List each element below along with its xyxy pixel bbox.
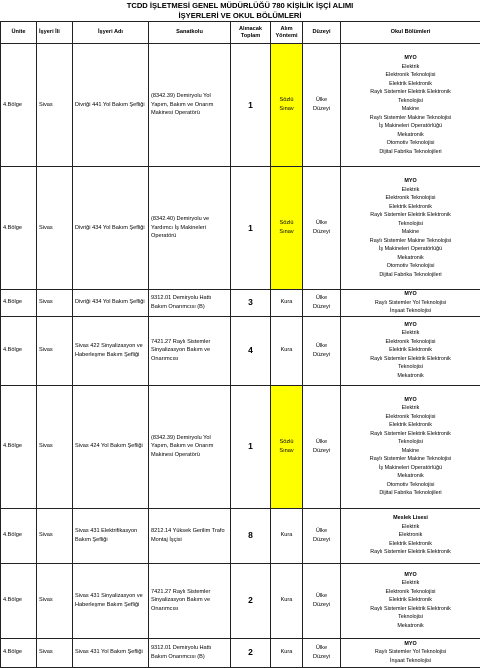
- okul-program: Elektronik Teknolojisi: [341, 413, 480, 422]
- okul-program: Raylı Sistemler Elektrik Elektronik: [341, 211, 480, 220]
- duzeyi-line1: Ülke: [305, 96, 338, 105]
- cell-unite: 4.Bölge: [1, 316, 37, 385]
- cell-okul-bolumleri: [341, 44, 480, 167]
- alim-yontemi-line2: Sınav: [273, 447, 300, 456]
- okul-program: Elektronik Teknolojisi: [341, 194, 480, 203]
- okul-program: Mekatronik: [341, 131, 480, 140]
- cell-unite: 4.Bölge: [1, 508, 37, 563]
- okul-program: Raylı Sistemler Yol Teknolojisi: [341, 299, 480, 308]
- okul-category: MYO: [341, 54, 480, 63]
- duzeyi-line2: Düzeyi: [305, 351, 338, 360]
- okul-program: Raylı Sistemler Makine Teknolojisi: [341, 455, 480, 464]
- cell-isyeri-adi: Divriği 434 Yol Bakım Şefliği: [73, 167, 149, 290]
- cell-duzeyi: [303, 316, 341, 385]
- okul-program: Teknolojisi: [341, 220, 480, 229]
- cell-alim-yontemi: [271, 563, 303, 638]
- cell-alinacak-toplam: 1: [231, 385, 271, 508]
- document-title: [0, 0, 480, 21]
- header-isyeri-adi: İşyeri Adı: [73, 22, 149, 44]
- okul-program: Elektronik Teknolojisi: [341, 71, 480, 80]
- okul-program: Dijital Fabrika Teknolojileri: [341, 271, 480, 280]
- cell-unite: 4.Bölge: [1, 385, 37, 508]
- okul-program: Raylı Sistemler Yol Teknolojisi: [341, 648, 480, 657]
- header-alim-yontemi: [271, 22, 303, 44]
- okul-program: İş Makineleri Operatörlüğü: [341, 464, 480, 473]
- cell-duzeyi: [303, 563, 341, 638]
- cell-duzeyi: [303, 44, 341, 167]
- duzeyi-line2: Düzeyi: [305, 303, 338, 312]
- cell-alim-yontemi: [271, 638, 303, 667]
- cell-isyeri-adi: Sivas 422 Sinyalizasyon ve Haberleşme Bakım Şefliği: [73, 316, 149, 385]
- cell-sanatkolu: (8342.40) Demiryolu ve Yardımcı İş Makineleri Operatörü: [149, 167, 231, 290]
- cell-duzeyi: [303, 167, 341, 290]
- cell-alim-yontemi: [271, 316, 303, 385]
- cell-alim-yontemi: [271, 167, 303, 290]
- cell-isyeri-ili: Sivas: [37, 508, 73, 563]
- header-isyeri-ili: İşyeri İli: [37, 22, 73, 44]
- cell-unite: 4.Bölge: [1, 638, 37, 667]
- okul-program: Elektronik Teknolojisi: [341, 338, 480, 347]
- header-alinacak-toplam: [231, 22, 271, 44]
- header-duzeyi: Düzeyi: [303, 22, 341, 44]
- table-row: [1, 316, 480, 385]
- okul-category: MYO: [341, 321, 480, 330]
- cell-okul-bolumleri: [341, 385, 480, 508]
- okul-program: Elektrik: [341, 329, 480, 338]
- okul-category: MYO: [341, 396, 480, 405]
- okul-program: Raylı Sistemler Elektrik Elektronik: [341, 548, 480, 557]
- cell-isyeri-ili: Sivas: [37, 638, 73, 667]
- okul-program: Makine: [341, 228, 480, 237]
- okul-program: Elektrik Elektronik: [341, 80, 480, 89]
- okul-program: Raylı Sistemler Elektrik Elektronik: [341, 88, 480, 97]
- duzeyi-line1: Ülke: [305, 527, 338, 536]
- okul-program: Mekatronik: [341, 622, 480, 631]
- cell-okul-bolumleri: [341, 167, 480, 290]
- okul-program: Elektronik Teknolojisi: [341, 588, 480, 597]
- title-line-1: TCDD İŞLETMESİ GENEL MÜDÜRLÜĞÜ 780 KİŞİLİK İŞÇİ ALIMI: [0, 1, 480, 11]
- alim-yontemi-line1: Kura: [273, 346, 300, 355]
- alim-yontemi-line1: Kura: [273, 596, 300, 605]
- table-body: [1, 44, 480, 668]
- cell-alinacak-toplam: 1: [231, 167, 271, 290]
- duzeyi-line2: Düzeyi: [305, 105, 338, 114]
- cell-unite: 4.Bölge: [1, 44, 37, 167]
- header-alinacak-line1: Alınacak: [233, 26, 268, 33]
- alim-yontemi-line1: Sözlü: [273, 438, 300, 447]
- table-row: [1, 508, 480, 563]
- okul-program: Raylı Sistemler Makine Teknolojisi: [341, 237, 480, 246]
- okul-program: Mekatronik: [341, 372, 480, 381]
- cell-unite: 4.Bölge: [1, 167, 37, 290]
- duzeyi-line2: Düzeyi: [305, 228, 338, 237]
- cell-isyeri-adi: Sivas 431 Yol Bakım Şefliği: [73, 638, 149, 667]
- cell-unite: 4.Bölge: [1, 563, 37, 638]
- table-row: [1, 385, 480, 508]
- cell-okul-bolumleri: [341, 508, 480, 563]
- okul-program: Elektronik: [341, 531, 480, 540]
- okul-program: Dijital Fabrika Teknolojileri: [341, 148, 480, 157]
- cell-okul-bolumleri: [341, 563, 480, 638]
- cell-isyeri-adi: Sivas 431 Elektrifikasyon Bakım Şefliği: [73, 508, 149, 563]
- okul-program: Elektrik Elektronik: [341, 596, 480, 605]
- okul-program: Elektrik Elektronik: [341, 540, 480, 549]
- alim-yontemi-line1: Kura: [273, 531, 300, 540]
- okul-program: Makine: [341, 105, 480, 114]
- alim-yontemi-line1: Kura: [273, 298, 300, 307]
- cell-duzeyi: [303, 638, 341, 667]
- cell-sanatkolu: (8342.39) Demiryolu Yol Yapım, Bakım ve Onarım Makinesi Operatörü: [149, 44, 231, 167]
- cell-isyeri-ili: Sivas: [37, 385, 73, 508]
- cell-isyeri-ili: Sivas: [37, 167, 73, 290]
- duzeyi-line1: Ülke: [305, 644, 338, 653]
- header-sanatkolu: Sanatkolu: [149, 22, 231, 44]
- okul-program: Elektrik Elektronik: [341, 421, 480, 430]
- okul-program: Teknolojisi: [341, 613, 480, 622]
- table-header-row: [1, 22, 480, 44]
- alim-yontemi-line1: Sözlü: [273, 219, 300, 228]
- cell-sanatkolu: 8212.14 Yüksek Gerilim Trafo Montaj İşçisi: [149, 508, 231, 563]
- header-okul-bolumleri: Okul Bölümleri: [341, 22, 480, 44]
- okul-program: Teknolojisi: [341, 363, 480, 372]
- cell-duzeyi: [303, 385, 341, 508]
- duzeyi-line2: Düzeyi: [305, 601, 338, 610]
- alim-yontemi-line1: Kura: [273, 648, 300, 657]
- cell-alinacak-toplam: 1: [231, 44, 271, 167]
- header-alinacak-line2: Toplam: [233, 33, 268, 40]
- okul-program: Elektrik Elektronik: [341, 346, 480, 355]
- cell-sanatkolu: 9312.01 Demiryolu Hattı Bakım Onarımcısı (B): [149, 638, 231, 667]
- cell-duzeyi: [303, 508, 341, 563]
- duzeyi-line1: Ülke: [305, 219, 338, 228]
- okul-program: Makine: [341, 447, 480, 456]
- table-row: [1, 638, 480, 667]
- okul-program: Raylı Sistemler Elektrik Elektronik: [341, 605, 480, 614]
- okul-program: Elektrik: [341, 186, 480, 195]
- cell-alinacak-toplam: 4: [231, 316, 271, 385]
- okul-program: İş Makineleri Operatörlüğü: [341, 245, 480, 254]
- okul-program: İnşaat Teknolojisi: [341, 307, 480, 316]
- cell-sanatkolu: 9312.01 Demiryolu Hattı Bakım Onarımcısı (B): [149, 290, 231, 317]
- duzeyi-line2: Düzeyi: [305, 536, 338, 545]
- cell-isyeri-adi: Sivas 431 Sinyalizasyon ve Haberleşme Bakım Şefliği: [73, 563, 149, 638]
- cell-alinacak-toplam: 3: [231, 290, 271, 317]
- okul-category: MYO: [341, 177, 480, 186]
- okul-category: MYO: [341, 571, 480, 580]
- table-row: [1, 290, 480, 317]
- cell-alinacak-toplam: 8: [231, 508, 271, 563]
- cell-alim-yontemi: [271, 290, 303, 317]
- header-alim-line2: Yöntemi: [273, 33, 300, 40]
- okul-program: Mekatronik: [341, 472, 480, 481]
- duzeyi-line1: Ülke: [305, 438, 338, 447]
- okul-category: MYO: [341, 640, 480, 649]
- okul-program: Otomotiv Teknolojisi: [341, 139, 480, 148]
- okul-program: İş Makineleri Operatörlüğü: [341, 122, 480, 131]
- okul-program: Otomotiv Teknolojisi: [341, 262, 480, 271]
- cell-okul-bolumleri: [341, 638, 480, 667]
- alim-yontemi-line2: Sınav: [273, 228, 300, 237]
- cell-isyeri-ili: Sivas: [37, 316, 73, 385]
- cell-okul-bolumleri: [341, 316, 480, 385]
- header-unite: Ünite: [1, 22, 37, 44]
- okul-program: Raylı Sistemler Elektrik Elektronik: [341, 430, 480, 439]
- cell-isyeri-adi: Divriği 434 Yol Bakım Şefliği: [73, 290, 149, 317]
- cell-alim-yontemi: [271, 508, 303, 563]
- okul-program: Elektrik: [341, 404, 480, 413]
- cell-sanatkolu: (8342.39) Demiryolu Yol Yapım, Bakım ve Onarım Makinesi Operatörü: [149, 385, 231, 508]
- cell-unite: 4.Bölge: [1, 290, 37, 317]
- okul-program: İnşaat Teknolojisi: [341, 657, 480, 666]
- duzeyi-line1: Ülke: [305, 294, 338, 303]
- table-row: [1, 44, 480, 167]
- cell-sanatkolu: 7421.27 Raylı Sistemler Sinyalizasyon Bakım ve Onarımcısı: [149, 563, 231, 638]
- okul-program: Raylı Sistemler Elektrik Elektronik: [341, 355, 480, 364]
- cell-alim-yontemi: [271, 44, 303, 167]
- cell-alinacak-toplam: 2: [231, 638, 271, 667]
- okul-program: Mekatronik: [341, 254, 480, 263]
- cell-okul-bolumleri: [341, 290, 480, 317]
- table-row: [1, 167, 480, 290]
- okul-program: Elektrik: [341, 63, 480, 72]
- cell-isyeri-adi: Divriği 441 Yol Bakım Şefliği: [73, 44, 149, 167]
- okul-program: Elektrik Elektronik: [341, 203, 480, 212]
- okul-program: Elektrik: [341, 523, 480, 532]
- duzeyi-line1: Ülke: [305, 592, 338, 601]
- okul-program: Raylı Sistemler Makine Teknolojisi: [341, 114, 480, 123]
- duzeyi-line2: Düzeyi: [305, 447, 338, 456]
- okul-program: Otomotiv Teknolojisi: [341, 481, 480, 490]
- cell-isyeri-adi: Sivas 424 Yol Bakım Şefliği: [73, 385, 149, 508]
- cell-isyeri-ili: Sivas: [37, 44, 73, 167]
- cell-isyeri-ili: Sivas: [37, 290, 73, 317]
- alim-yontemi-line2: Sınav: [273, 105, 300, 114]
- okul-program: Teknolojisi: [341, 97, 480, 106]
- okul-category: Meslek Lisesi: [341, 514, 480, 523]
- cell-duzeyi: [303, 290, 341, 317]
- okul-category: MYO: [341, 290, 480, 299]
- okul-program: Elektrik: [341, 579, 480, 588]
- cell-sanatkolu: 7421.27 Raylı Sistemler Sinyalizasyon Bakım ve Onarımcısı: [149, 316, 231, 385]
- duzeyi-line1: Ülke: [305, 342, 338, 351]
- table-row: [1, 563, 480, 638]
- alim-yontemi-line1: Sözlü: [273, 96, 300, 105]
- okul-program: Dijital Fabrika Teknolojileri: [341, 489, 480, 498]
- header-alim-line1: Alım: [273, 26, 300, 33]
- cell-isyeri-ili: Sivas: [37, 563, 73, 638]
- duzeyi-line2: Düzeyi: [305, 653, 338, 662]
- okul-program: Teknolojisi: [341, 438, 480, 447]
- title-line-2: İŞYERLERİ VE OKUL BÖLÜMLERİ: [0, 11, 480, 21]
- cell-alinacak-toplam: 2: [231, 563, 271, 638]
- cell-alim-yontemi: [271, 385, 303, 508]
- positions-table: [0, 21, 480, 668]
